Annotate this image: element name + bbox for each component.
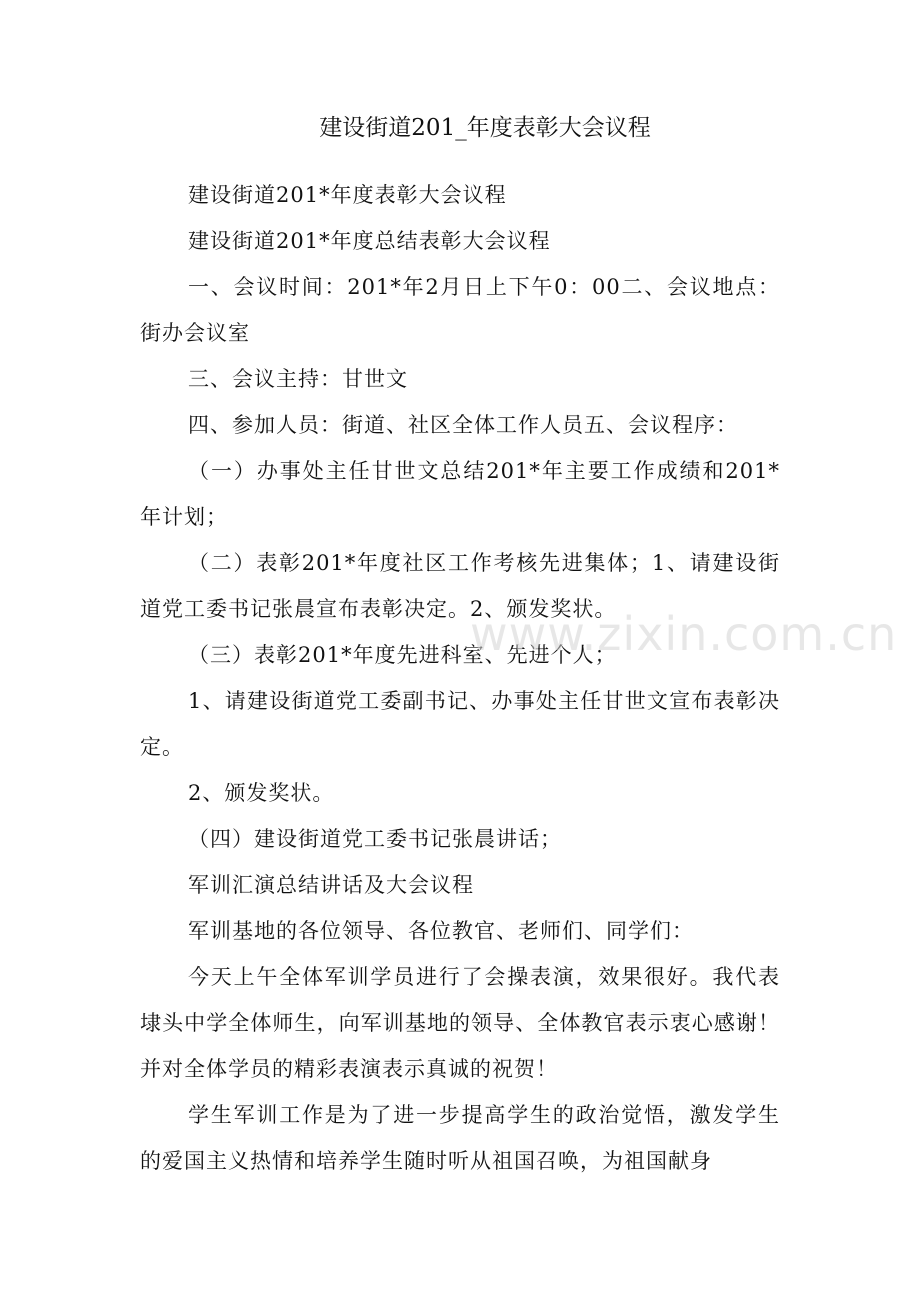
paragraph-11: （四）建设街道党工委书记张晨讲话； [188, 827, 562, 851]
paragraph-3: 一、会议时间：201*年2月日上下午0：00二、会议地点：街办会议室 [140, 275, 780, 345]
paragraph-1: 建设街道201*年度表彰大会议程 [188, 183, 507, 207]
paragraph-10: 2、颁发奖状。 [188, 781, 335, 805]
paragraph-6: （一）办事处主任甘世文总结201*年主要工作成绩和201*年计划； [140, 459, 780, 529]
paragraph-8: （三）表彰201*年度先进科室、先进个人； [188, 643, 617, 667]
document-body [140, 172, 780, 1184]
paragraph-5: 四、参加人员：街道、社区全体工作人员五、会议程序： [188, 413, 738, 437]
document-title: 建设街道201_年度表彰大会议程 [319, 115, 651, 141]
watermark: www.zixin.com.cn [470, 607, 898, 661]
paragraph-13: 军训基地的各位领导、各位教官、老师们、同学们： [188, 919, 694, 943]
paragraph-7: （二）表彰201*年度社区工作考核先进集体；1、请建设街道党工委书记张晨宣布表彰决定。2、颁发奖状。 [140, 551, 780, 621]
paragraph-4: 三、会议主持：甘世文 [188, 367, 408, 391]
paragraph-14: 今天上午全体军训学员进行了会操表演，效果很好。我代表埭头中学全体师生，向军训基地的领导、全体教官表示衷心感谢！并对全体学员的精彩表演表示真诚的祝贺！ [140, 965, 780, 1081]
paragraph-15: 学生军训工作是为了进一步提高学生的政治觉悟，激发学生的爱国主义热情和培养学生随时听从祖国召唤，为祖国献身 [140, 1103, 780, 1173]
paragraph-2: 建设街道201*年度总结表彰大会议程 [188, 229, 551, 253]
paragraph-9: 1、请建设街道党工委副书记、办事处主任甘世文宣布表彰决定。 [140, 689, 780, 759]
paragraph-12: 军训汇演总结讲话及大会议程 [188, 873, 474, 897]
